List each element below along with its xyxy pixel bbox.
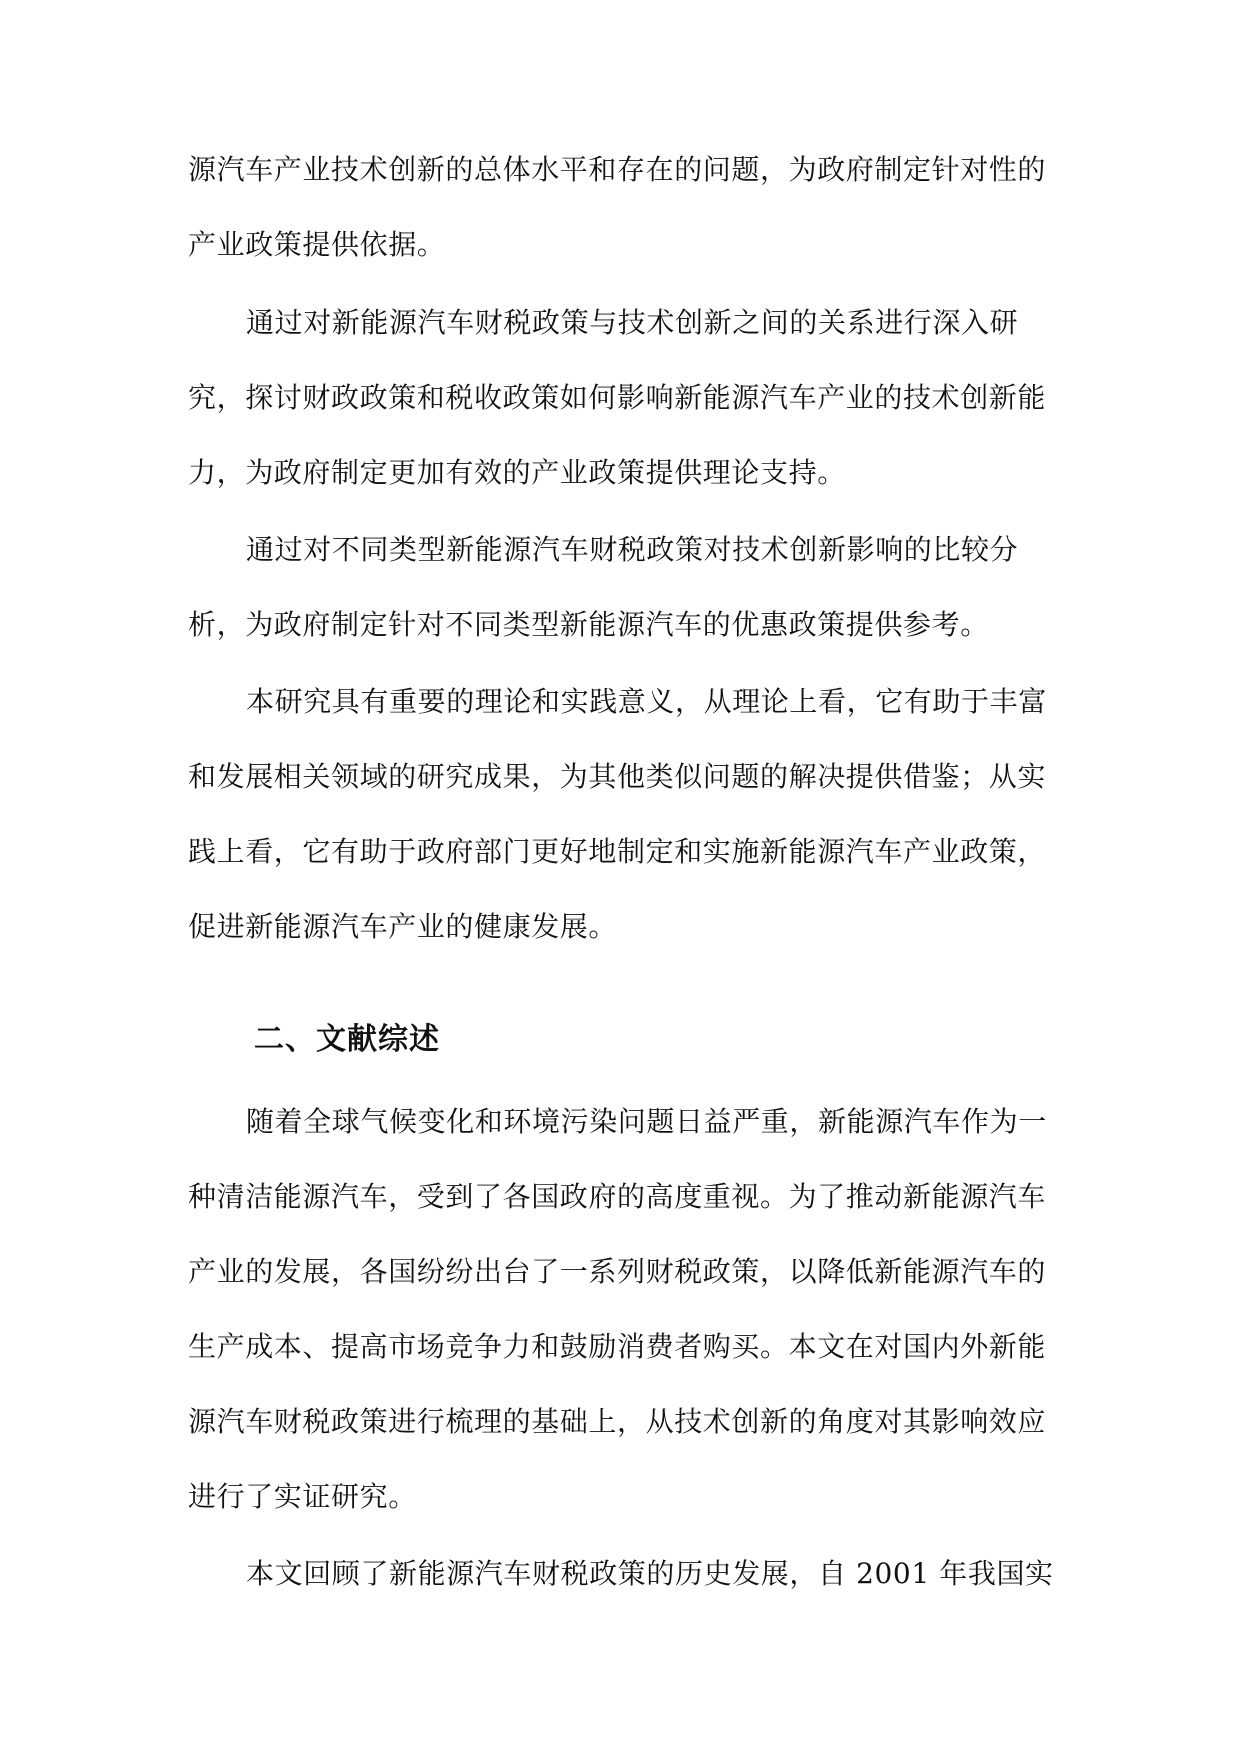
text-line: 源汽车产业技术创新的总体水平和存在的问题，为政府制定针对性的 — [188, 153, 1047, 186]
paragraph-start-line: 本文回顾了新能源汽车财税政策的历史发展，自 2001 年我国实 — [246, 1557, 1054, 1590]
text-line: 践上看，它有助于政府部门更好地制定和实施新能源汽车产业政策， — [188, 835, 1047, 868]
paragraph-start-line: 随着全球气候变化和环境污染问题日益严重，新能源汽车作为一 — [246, 1105, 1047, 1138]
text-line: 生产成本、提高市场竞争力和鼓励消费者购买。本文在对国内外新能 — [188, 1330, 1047, 1363]
text-line: 源汽车财税政策进行梳理的基础上，从技术创新的角度对其影响效应 — [188, 1405, 1047, 1438]
text-line: 进行了实证研究。 — [188, 1480, 417, 1513]
text-line: 析，为政府制定针对不同类型新能源汽车的优惠政策提供参考。 — [188, 608, 989, 641]
text-line: 种清洁能源汽车，受到了各国政府的高度重视。为了推动新能源汽车 — [188, 1180, 1047, 1213]
paragraph-start-line: 通过对不同类型新能源汽车财税政策对技术创新影响的比较分 — [246, 533, 1019, 566]
section-heading: 二、文献综述 — [254, 1022, 440, 1057]
paragraph-start-line: 通过对新能源汽车财税政策与技术创新之间的关系进行深入研 — [246, 306, 1019, 339]
paragraph-start-line: 本研究具有重要的理论和实践意义，从理论上看，它有助于丰富 — [246, 685, 1047, 718]
text-line: 力，为政府制定更加有效的产业政策提供理论支持。 — [188, 456, 846, 489]
text-line: 促进新能源汽车产业的健康发展。 — [188, 910, 618, 943]
text-line: 产业政策提供依据。 — [188, 228, 446, 261]
text-line: 产业的发展，各国纷纷出台了一系列财税政策，以降低新能源汽车的 — [188, 1255, 1047, 1288]
text-line: 究，探讨财政政策和税收政策如何影响新能源汽车产业的技术创新能 — [188, 381, 1047, 414]
text-line: 和发展相关领域的研究成果，为其他类似问题的解决提供借鉴；从实 — [188, 760, 1047, 793]
